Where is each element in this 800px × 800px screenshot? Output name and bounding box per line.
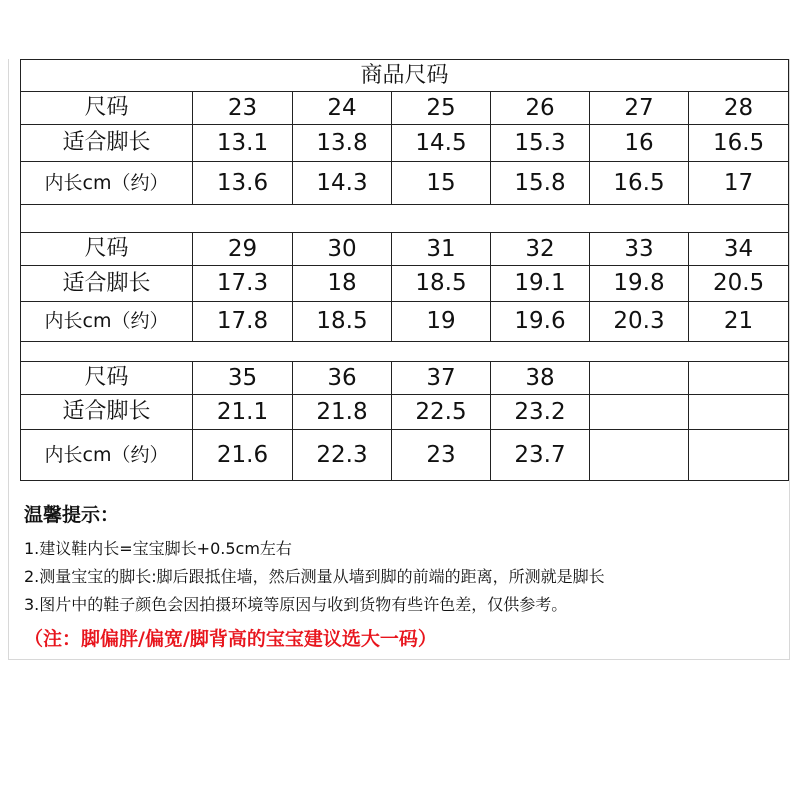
foot-length-cell (590, 395, 689, 430)
foot-length-cell: 16 (590, 125, 689, 162)
size-cell: 26 (491, 92, 590, 125)
size-cell: 25 (392, 92, 491, 125)
size-row (21, 92, 789, 125)
foot-length-cell: 18.5 (392, 266, 491, 302)
size-cell: 23 (193, 92, 293, 125)
inner-length-row (21, 430, 789, 481)
inner-length-cell: 15 (392, 162, 491, 205)
size-cell: 32 (491, 233, 590, 266)
foot-length-cell: 18 (293, 266, 392, 302)
size-row-label: 尺码 (21, 92, 193, 125)
foot-length-row-label: 适合脚长 (21, 266, 193, 302)
inner-length-cell: 17 (689, 162, 789, 205)
foot-length-row (21, 125, 789, 162)
size-cell: 28 (689, 92, 789, 125)
table-title-row (21, 60, 789, 92)
size-cell (689, 362, 789, 395)
foot-length-cell: 19.1 (491, 266, 590, 302)
inner-length-cell: 18.5 (293, 302, 392, 342)
inner-length-cell: 19 (392, 302, 491, 342)
inner-length-cell (689, 430, 789, 481)
tip-line: 3.图片中的鞋子颜色会因拍摄环境等原因与收到货物有些许色差，仅供参考。 (24, 595, 568, 614)
size-cell: 31 (392, 233, 491, 266)
foot-length-row-label: 适合脚长 (21, 125, 193, 162)
inner-length-cell (590, 430, 689, 481)
inner-length-cell: 14.3 (293, 162, 392, 205)
inner-length-cell: 22.3 (293, 430, 392, 481)
size-cell: 34 (689, 233, 789, 266)
foot-length-cell: 22.5 (392, 395, 491, 430)
inner-length-row (21, 302, 789, 342)
inner-length-cell: 16.5 (590, 162, 689, 205)
inner-length-row (21, 162, 789, 205)
group-spacer-row (21, 342, 789, 362)
inner-length-cell: 21 (689, 302, 789, 342)
size-cell: 27 (590, 92, 689, 125)
inner-length-cell: 19.6 (491, 302, 590, 342)
size-up-warning: （注：脚偏胖/偏宽/脚背高的宝宝建议选大一码） (24, 628, 437, 650)
foot-length-cell: 14.5 (392, 125, 491, 162)
foot-length-cell: 16.5 (689, 125, 789, 162)
inner-length-row-label: 内长cm（约） (21, 430, 193, 481)
inner-length-cell: 15.8 (491, 162, 590, 205)
inner-length-cell: 13.6 (193, 162, 293, 205)
foot-length-cell: 21.8 (293, 395, 392, 430)
inner-length-cell: 23 (392, 430, 491, 481)
foot-length-cell: 13.1 (193, 125, 293, 162)
foot-length-cell: 19.8 (590, 266, 689, 302)
foot-length-cell: 15.3 (491, 125, 590, 162)
foot-length-row (21, 266, 789, 302)
inner-length-cell: 17.8 (193, 302, 293, 342)
size-cell: 35 (193, 362, 293, 395)
tips-section (24, 503, 784, 655)
size-cell: 36 (293, 362, 392, 395)
size-cell: 30 (293, 233, 392, 266)
group-spacer-row (21, 205, 789, 233)
size-row-label: 尺码 (21, 362, 193, 395)
size-row (21, 362, 789, 395)
size-cell (590, 362, 689, 395)
spacer-cell (21, 342, 789, 362)
size-row (21, 233, 789, 266)
foot-length-cell: 23.2 (491, 395, 590, 430)
foot-length-cell (689, 395, 789, 430)
size-row-label: 尺码 (21, 233, 193, 266)
inner-length-row-label: 内长cm（约） (21, 302, 193, 342)
inner-length-cell: 23.7 (491, 430, 590, 481)
foot-length-row (21, 395, 789, 430)
foot-length-row-label: 适合脚长 (21, 395, 193, 430)
size-cell: 24 (293, 92, 392, 125)
spacer-cell (21, 205, 789, 233)
size-chart-table (20, 59, 789, 481)
foot-length-cell: 21.1 (193, 395, 293, 430)
size-cell: 29 (193, 233, 293, 266)
tips-heading: 温馨提示： (24, 504, 120, 526)
tip-line: 2.测量宝宝的脚长:脚后跟抵住墙，然后测量从墙到脚的前端的距离，所测就是脚长 (24, 567, 605, 586)
foot-length-cell: 17.3 (193, 266, 293, 302)
inner-length-row-label: 内长cm（约） (21, 162, 193, 205)
size-cell: 38 (491, 362, 590, 395)
foot-length-cell: 13.8 (293, 125, 392, 162)
size-cell: 37 (392, 362, 491, 395)
table-title: 商品尺码 (21, 60, 789, 92)
inner-length-cell: 21.6 (193, 430, 293, 481)
tip-line: 1.建议鞋内长=宝宝脚长+0.5cm左右 (24, 539, 292, 558)
inner-length-cell: 20.3 (590, 302, 689, 342)
foot-length-cell: 20.5 (689, 266, 789, 302)
size-cell: 33 (590, 233, 689, 266)
